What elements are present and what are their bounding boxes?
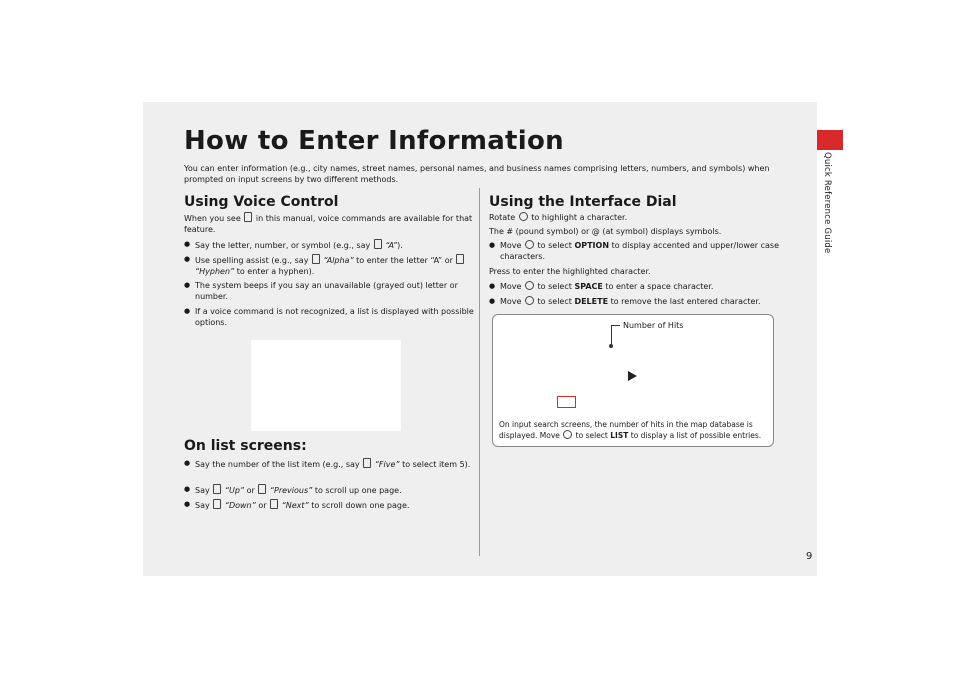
dial-symbols: The # (pound symbol) or @ (at symbol) displays symbols. <box>489 227 722 236</box>
list-heading: On list screens: <box>184 438 307 454</box>
voice-command-icon <box>374 239 382 249</box>
hits-highlight-box <box>557 396 576 408</box>
voice-bullet-4: ● If a voice command is not recognized, a list is displayed with possible options. <box>184 306 485 328</box>
voice-command-icon <box>363 458 371 468</box>
screen-image-placeholder <box>251 340 401 431</box>
callout-dot <box>609 344 613 348</box>
voice-command-icon <box>213 484 221 494</box>
voice-command-icon <box>213 499 221 509</box>
intro-text: You can enter information (e.g., city names, street names, personal names, and business names comprising letters, numbers, and symbols) when prompted on input screens by two different methods. <box>184 164 770 184</box>
play-arrow-icon <box>628 371 637 381</box>
voice-heading: Using Voice Control <box>184 194 339 210</box>
dial-press: Press to enter the highlighted character. <box>489 267 651 276</box>
dial-rotate: Rotate to highlight a character. <box>489 213 628 222</box>
voice-command-icon <box>312 254 320 264</box>
dial-bullet-delete: ● Move to select DELETE to remove the last entered character. <box>489 296 790 307</box>
interface-dial-icon <box>525 240 534 249</box>
section-label: Quick Reference Guide <box>822 152 832 254</box>
voice-bullet-2: ● Use spelling assist (e.g., say “Alpha” to enter the letter “A” or “Hyphen” to enter a hyphen). <box>184 254 485 277</box>
number-of-hits-label: Number of Hits <box>623 321 684 330</box>
callout-line <box>611 325 620 326</box>
dial-bullet-space: ● Move to select SPACE to enter a space character. <box>489 281 790 292</box>
callout-line <box>611 325 612 346</box>
voice-command-icon <box>270 499 278 509</box>
interface-dial-icon <box>519 212 528 221</box>
diagram-caption: On input search screens, the number of hits in the map database is displayed. Move to select LIST to display a list of possible entries. <box>499 420 762 440</box>
list-bullet-3: ● Say “Down” or “Next” to scroll down one page. <box>184 499 485 511</box>
voice-command-icon <box>258 484 266 494</box>
voice-intro: When you see in this manual, voice commands are available for that feature. <box>184 214 473 234</box>
list-bullet-1: ● Say the number of the list item (e.g., say “Five” to select item 5). <box>184 458 485 470</box>
page-title: How to Enter Information <box>184 126 564 156</box>
dial-heading: Using the Interface Dial <box>489 194 677 210</box>
voice-bullet-3: ● The system beeps if you say an unavailable (grayed out) letter or number. <box>184 280 485 302</box>
interface-dial-icon <box>563 430 572 439</box>
dial-bullet-option: ● Move to select OPTION to display accented and upper/lower case characters. <box>489 240 790 262</box>
interface-dial-icon <box>525 296 534 305</box>
voice-bullet-1: ● Say the letter, number, or symbol (e.g., say “A”). <box>184 239 485 251</box>
voice-command-icon <box>456 254 464 264</box>
interface-dial-icon <box>525 281 534 290</box>
column-divider <box>479 188 480 556</box>
list-bullet-2: ● Say “Up” or “Previous” to scroll up one page. <box>184 484 485 496</box>
page-number: 9 <box>806 551 813 562</box>
section-tab <box>817 130 843 150</box>
voice-command-icon <box>244 212 252 222</box>
